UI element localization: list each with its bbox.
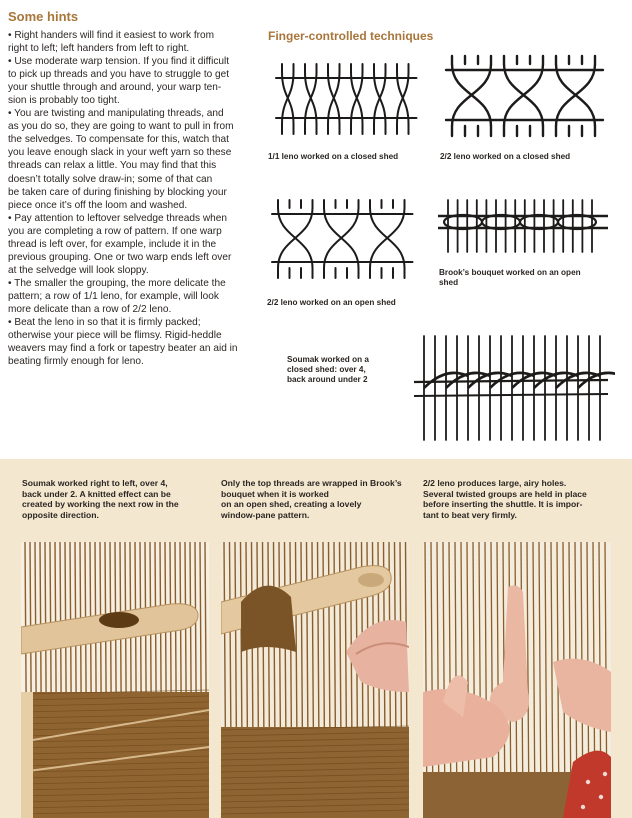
hint-line: threads can relax a little. You may find that this (8, 160, 217, 172)
caption-line: bouquet when it is worked (221, 488, 329, 499)
photo-brooks-bouquet (221, 542, 409, 818)
hint-line: piece once it’s off the loom and washed. (8, 199, 188, 211)
diagram-caption (440, 152, 570, 162)
caption-line: window-pane pattern. (221, 509, 310, 520)
hint-line: you leave enough slack in your weft yarn so these (8, 147, 232, 159)
hint-line: otherwise your piece will be flimsy. Rigid-heddle (8, 330, 222, 342)
caption-line: back around under 2 (287, 375, 368, 384)
hint-line: previous grouping. One or two warp ends left over (8, 251, 232, 263)
diagram-leno-2-2-open (268, 194, 418, 284)
caption-line: Several twisted groups are held in place (423, 488, 587, 499)
hint-line: you are completing a row of pattern. If one warp (8, 225, 222, 237)
caption-line: Soumak worked right to left, over 4, (22, 478, 168, 488)
caption-line: Brook’s bouquet worked on an open (439, 268, 581, 277)
hints-title: Some hints (8, 9, 79, 24)
hint-line: weavers may find a fork or tapestry beater an aid in (8, 343, 238, 355)
caption-line: Only the top threads are wrapped in Brook’s (221, 478, 402, 488)
hint-line: sion is probably too tight. (8, 95, 120, 107)
hint-line: • The smaller the grouping, the more delicate the (8, 277, 226, 289)
hint-line: right to left; left handers from left to right. (8, 43, 190, 55)
caption-line: created by working the next row in the (22, 499, 179, 510)
diagram-leno-1-1-closed (272, 58, 422, 140)
caption-line: tant to beat very firmly. (423, 509, 517, 520)
hint-line: as you do so, they are going to want to pull in from (8, 121, 234, 133)
hint-line: • Right handers will find it easiest to work from (8, 30, 215, 41)
techniques-title: Finger-controlled techniques (268, 29, 434, 43)
diagram-leno-2-2-closed (442, 52, 607, 142)
hint-line: beating firmly enough for leno. (8, 356, 144, 368)
caption-line: Soumak worked on a (287, 355, 369, 364)
hint-line: more delicate than a row of 2/2 leno. (8, 303, 172, 315)
hint-line: at the selvedge will look sloppy. (8, 264, 149, 276)
hint-line: pattern; a row of 1/1 leno, for example, will look (8, 290, 219, 302)
hint-line: thread is left over, for example, include it in the (8, 238, 217, 250)
photo-soumak (21, 542, 209, 818)
caption-line: 2/2 leno worked on an open shed (267, 298, 396, 307)
hint-line: the selvedges. To compensate for this, watch that (8, 134, 229, 146)
diagram-caption (287, 355, 369, 385)
hint-line: • Beat the leno in so that it is firmly packed; (8, 317, 201, 329)
caption-line: on an open shed, creating a lovely (221, 499, 362, 510)
diagram-caption (267, 298, 396, 308)
hints-body (8, 29, 260, 368)
photo-caption (423, 478, 587, 520)
diagram-brooks-bouquet (436, 192, 611, 260)
photo-caption (221, 478, 402, 520)
hint-line: be taken care of during finishing by blocking your (8, 186, 227, 198)
photo-leno (423, 542, 611, 818)
diagram-caption (439, 268, 581, 288)
hint-line: your shuttle through and around, your warp ten- (8, 82, 222, 94)
hint-line: • You are twisting and manipulating threads, and (8, 108, 224, 120)
caption-line: closed shed: over 4, (287, 365, 366, 374)
hint-line: doesn’t totally solve draw-in; some of that can (8, 173, 213, 185)
diagram-soumak (410, 330, 615, 445)
caption-line: opposite direction. (22, 509, 99, 520)
photo-caption (22, 478, 179, 520)
caption-line: shed (439, 278, 459, 287)
caption-line: 2/2 leno worked on a closed shed (440, 152, 571, 161)
caption-line: back under 2. A knitted effect can be (22, 488, 171, 499)
hint-line: • Use moderate warp tension. If you find it difficult (8, 56, 230, 68)
caption-line: 2/2 leno produces large, airy holes. (423, 478, 567, 488)
hint-line: • Pay attention to leftover selvedge threads when (8, 212, 228, 224)
caption-line: before inserting the shuttle. It is impor- (423, 499, 583, 510)
hint-line: to pick up threads and you have to struggle to get (8, 69, 230, 81)
caption-line: 1/1 leno worked on a closed shed (268, 152, 399, 161)
diagram-caption (268, 152, 398, 162)
